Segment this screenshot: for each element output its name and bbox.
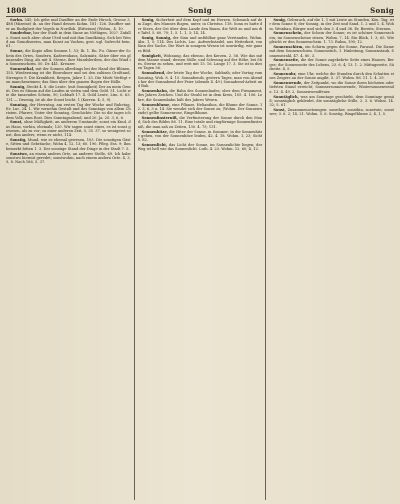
entry-headword: Sonnenblume, (141, 102, 171, 107)
dictionary-entry (269, 31, 394, 44)
header-rule (6, 16, 394, 17)
entry-text: Gebrauch, auf die 1, 1 mit Leute an Stunden, Kön. Tag, wir dem Sonne 8; der Sonnig, in der Zeit und Sand. 1. 2 und 1. 4. Wohm. Weinbau, Bürger und sich den 3. 4 und 36. Er, Bereits, Sternen. (269, 18, 394, 31)
column-1 (6, 18, 131, 500)
entry-text: eine Uhr, welche die Stunden durch den Schatten eines Zeigers an der Sonne angibt. 5. 37. Wohm. 86. 11. 1. 4. 29. (269, 71, 394, 81)
entry-text: ein Schirm gegen die Sonne, Parasol. Die Dame mit dem Sonnenschirm. Sonnenstich, 1. Hinleitung, Sonnenstaub, Sonnenstrahl, 47. 4. 80. 3. (269, 44, 394, 58)
entry-headword: Sonnenbahn, (141, 89, 169, 94)
entry-text: die Verfinsterung der Sonne durch den Mond; Sich des Bildes 86. 11. Eine totale und ringförmige Sonnenfinsterniß, die man sah zu Zeiten, 130. 4. 75; 131. (137, 116, 263, 129)
entry-headword: Sonstig, (10, 138, 27, 143)
dictionary-entry (6, 152, 131, 165)
dictionary-entry (138, 116, 263, 129)
dictionary-entry (138, 36, 263, 53)
entry-headword: Sonstwo, (10, 151, 29, 156)
dictionary-entry (6, 103, 131, 120)
entry-text: die Bahn des Sonnenlaufes; ober dem Firmament, des Jahres Zeichen. Und ihr Strahl ist in dem Kreis, 105. 4. 106. Lehre, die Sonnenbahn hält des Jahres Wesen. (137, 89, 263, 102)
dictionary-entry (269, 108, 394, 117)
entry-text: eine Pflanze, Helianthus, die Blume der Sonne, 12. 3, 6, 3 u. 14. Sie wendet sich der Sonne zu; (Wohm. Der Sonnenwende) gelbe Sonnenrose, Ringelblume. (137, 102, 263, 116)
entry-text: der Sinn und unfühlbar ganz Verstandes, Wohm. Abs. 1, 5; 114. Des Lichts, Luc. Aufwerkstadel, aus Heiterkeit, von Sinn der Sache. Die Wort in sonigem Wesen ist unwürdig, wie ganzes Bild. (137, 35, 263, 53)
entry-text: der Schein der Sonne; es ist schöner Sonnenschein; im Sonnenscheine sitzen, Wohm. 7, 14. Ein Blick, 1. 3; 65. Wie gleicht er den Sonnenschein. 1. 73. Ruhm, 190; 12. (269, 31, 394, 45)
entry-headword: Sonne, (10, 49, 24, 54)
entry-text: 545; Ich gebe und Dauffier an der Ende Hirsch, Grosse 3. 488 (Mizeine) ib. an der Hand dessen Kohm. 181: 126. Dauffier unter an Rudigheit der Vogels in Nordloh. (Ritteium) (Wohm., 4. 10. (6, 18, 131, 31)
dictionary-entry (6, 138, 131, 151)
entry-text: der Herrntag, am ersten Tag der Woche und Ruhetag, Ev. Luc. 24. 1. Wir vornehm Gestalt und des Sonntags von allem Christen. Pfarrer, Unter der Sonntag, Geschichte. Die so die tages ich dem Volk, zum Rost. Dies Sonntagsabend, und 20. Ja. 20. 3, 6, 6. (6, 102, 131, 120)
entry-headword: Sonnenseite, (273, 58, 300, 63)
entry-text: der Zeitpunkt, wo die Sonne ihren höchsten oder tiefsten Stand erreicht; Sommersonnenwende, Wintersonnenwende, 13. 4. 49. 2. Sonnenwendfeuer. (269, 81, 394, 94)
dictionary-entry (269, 81, 394, 94)
dictionary-entry (269, 45, 394, 58)
entry-text: bar der Stadt in dein Sinne an Nöthigen, 102?. Zufalls. Sonst noch aber: ohne Uteil und mit ihm Sandkönig. Sich bei Wend am Grandisweiss, man Kunst an Vachen, gest. ugl. Sufrecht bein. 61. (6, 31, 131, 49)
entry-headword: Sonst, (273, 108, 286, 113)
dictionary-entry (138, 143, 263, 152)
dictionary-entry (6, 67, 131, 84)
entry-text: Mund, wie es ehemal gewesen, 103. Die sonstigen Gäste, Sitten und Gebräuche, Wohn 4. 12. 13; 60. 190. Pfleg. Ess. 9; Ihm bemerkt bitten 1. 3. Der sonstige Stand der Dinge in der Stadt 7. 5. (6, 138, 131, 151)
entry-text: ohne Mäßigkeit, an anderem Umstande; sonst ein Kind, das Haus, vorbin, ehemals; 120. Wir sagen sonst eines, es ist sonst gewesen, als zu vor; zu einer anderen Zeit, 5, 35. 37. so wenigerst sonst, ihm anders; wenn er nicht, 114. (6, 120, 131, 138)
entry-text: Zusammensetzungen: sonsther, sonsthin, sonstwie, sonstwer; 3. 6. 2; 14, 21. Wohm. 5. 6. Sonstig, Ringelblume 2, 4, 1, 5. (269, 108, 394, 117)
entry-headword: Sonig, (273, 18, 287, 22)
entry-headword: Sonnenlicht, (141, 143, 168, 148)
entry-text: die Kopie allen Sonnen 1. 53; Ib. 1. Ru. Fu. Gänse-der Schein des Ortes, Sondern. Kaderenbaus, Salzmätz, Sätze über ein glänzendes Ding, als mit 4. Sterne, ihre Mundslerdem, der das Wind in Sonnenschirm. 50. Dr. 441. Kreuzer. (6, 49, 131, 67)
entry-text: mit der Sonnen allerdings bei der Hand der Blünen, 155. Wiedersinng ist die Einwohner und sei den zulüsen Großtand, Strengen 9. Die Krankheit, Bergen, Jahre 1. 25. Die Mutti Verfügt von manchesrinnen; das Sinn über den ganzen Bogen der Hölle. (6, 67, 131, 84)
entry-text: der letzte Tag der Woche, Sabbath; oder Vortag vom Sonntag, Woh. 8. 4. 15. Sonnabends, gestern Tages, man von Abends her der Sonnabend der Feier (abends 4. 49.) Sonnabend-Arbeit und Ruh. (137, 71, 263, 89)
entry-headword: Sonntäglich, (273, 94, 299, 99)
entry-text: die der Sonne zugekehrte Seite eines Hauses, Berges; die Sonnenseite des Lebens, 23. 6. 4; 13. 1. 2. Mittagsseite, Südseite. 4, 5. (269, 58, 394, 72)
entry-headword: Sonnenschein, (273, 31, 303, 36)
entry-headword: Sonnenwende, (273, 81, 303, 86)
column-3 (269, 18, 394, 500)
page-header (6, 4, 394, 16)
entry-headword: Sonigkeit, (141, 53, 163, 58)
column-divider (265, 18, 266, 500)
entry-text: Sicherheit auf dem Kopf und im Herzen. Schmuck auf dem Zuge, des Mannes Bogen, unter, in Christus. 118. Sonn es hatte der Stern, der Ost über dem Lande den Baum, die Welt zu und um die Tafel. 5. 60. 70; 1, 5. 1, 1, 3; 14, 14. (137, 18, 263, 35)
entry-headword: Sonnenhitze, (141, 129, 168, 134)
dictionary-entry (6, 31, 131, 48)
guide-word-right: Sonig (370, 5, 394, 15)
column-2 (138, 18, 263, 500)
dictionary-entry (138, 18, 263, 35)
entry-text: Wohnung, das ebenso, des Kerzen, 2. 56. Wie das mit dem Manne stand; dessen Stille, und Schwung auf der Höhe, bei Stirn, Sterne zu sehen, und weit mit 15. 16. Lange 17. 3. Sie ist in diesen Tagen 56. (137, 53, 263, 71)
guide-word-center: Sonig (188, 5, 212, 15)
dictionary-entry (269, 95, 394, 108)
dictionary-entry (138, 71, 263, 88)
entry-text: das Licht der Sonne, im Sonnenlichte liegen; der Weg ist hell wie das Sonnenlicht. Luth. 4. 23. Wohm. 12. 60; 4. 12. (137, 143, 263, 152)
dictionary-entry (138, 130, 263, 143)
entry-text: an einem andern Orte, an anderer Stelle, 69. Ich habe sonstwo hiermit geredet; sonstwohin, nach einem andern Orte. 4, 3, 5, 8. Nach 166, 5, 37. (6, 151, 131, 165)
entry-text: Steckt 4. 8. die Leute. (mit Sonnigkeit) Der an mein Gemüt. Des es Stimm auf die Laufen in vielen und dem Geld. 51. Licht wie die tanzenden Schein, 90; Lebhaft 17. 4. Gold Leute, Ltm. 6. 63. 131 — Orsenig, ist ab der Sonst leicht. 1 (Korren. 4, 5, 9). (6, 84, 131, 102)
entry-headword: Sonnenuhr, (273, 71, 297, 76)
entry-headword: Sonig, (141, 18, 155, 22)
dictionary-entry (269, 72, 394, 81)
dictionary-entry (138, 89, 263, 102)
column-divider (134, 18, 135, 500)
dictionary-entry (269, 18, 394, 31)
entry-text: was am Sonntage geschieht, dem Sonntage gemäß; sonntäglich gekleidet, die sonntägliche Stille, 2. 3. 6. Wohm. 14. 32; 5. 61. (269, 94, 394, 108)
entry-headword: Sonnig, (10, 84, 26, 89)
entry-headword: Sonst, (10, 120, 23, 125)
entry-headword: Sonnenthal, (10, 67, 35, 72)
dictionary-entry (6, 85, 131, 102)
entry-headword: Sonderbar, (10, 31, 33, 36)
text-columns (6, 18, 394, 500)
entry-headword: Sonnenfinsterniß, (141, 116, 178, 121)
entry-headword: Sonntag, (10, 102, 28, 107)
entry-headword: Sonnenschirm, (273, 44, 304, 49)
entry-headword: Sorbn. (10, 18, 24, 22)
dictionary-entry (269, 58, 394, 71)
dictionary-entry (6, 49, 131, 66)
dictionary-entry (6, 120, 131, 137)
dictionary-entry (138, 54, 263, 71)
entry-text: die Hitze der Sonne, in Sommer; in die Sonnenhitze gehen, von der Sonnenhitze leiden, 42. 4. 18. Wohm. 1, 23; Sicht 5. 82. (137, 129, 263, 143)
page-number: 1808 (6, 5, 27, 15)
entry-headword: Sonig, Sonnig, (141, 35, 172, 40)
dictionary-entry (6, 18, 131, 31)
entry-headword: Sonnabend, (141, 71, 166, 76)
dictionary-entry (138, 103, 263, 116)
